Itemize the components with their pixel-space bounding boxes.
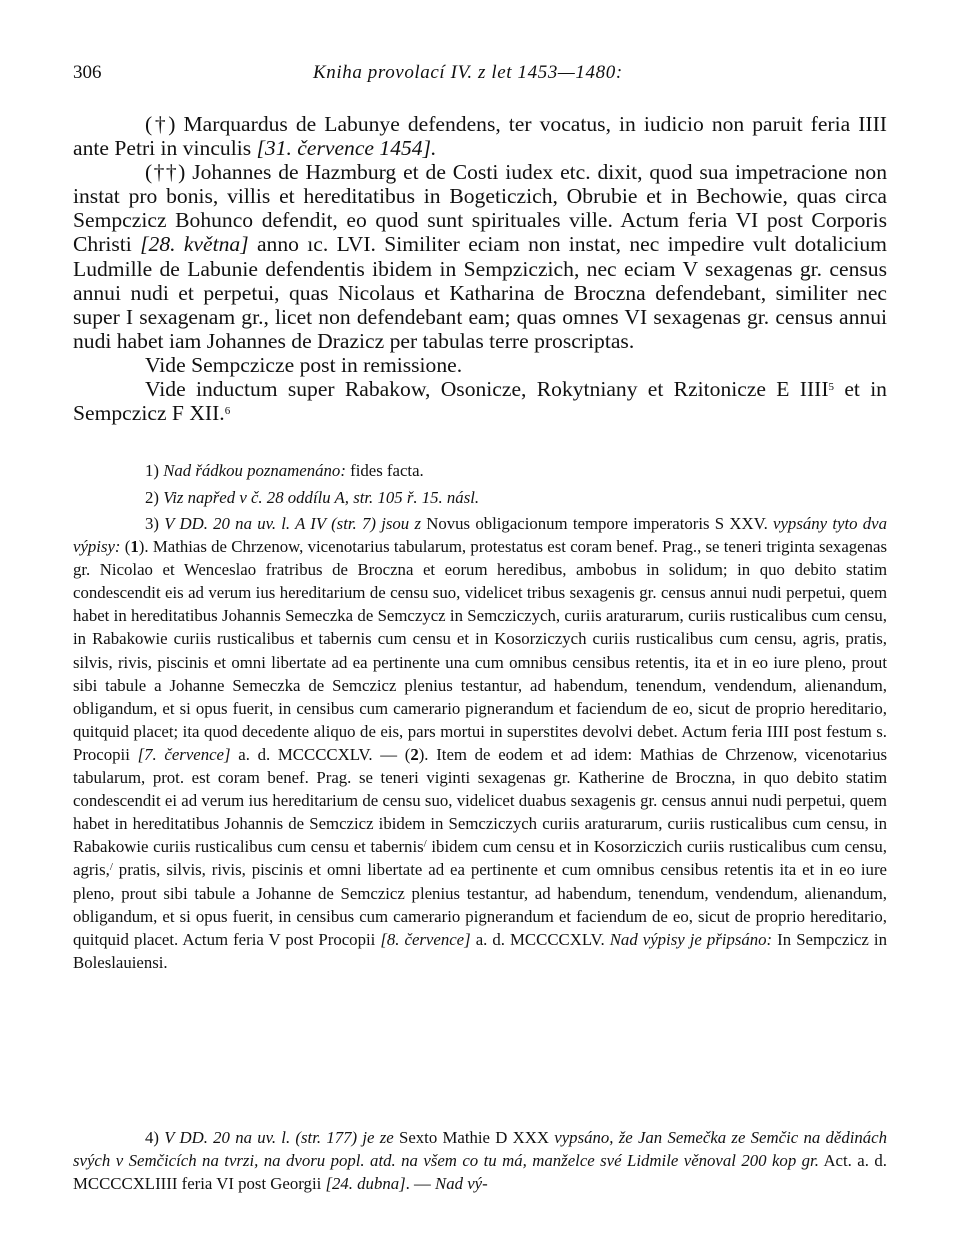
paragraph-text: anno xyxy=(248,232,308,257)
footnote-number: 4) xyxy=(145,1128,159,1147)
footnote-number: 3) xyxy=(145,514,159,533)
paragraph-johannes xyxy=(73,160,887,353)
footnote-ref: 6 xyxy=(224,405,231,418)
footnote-italic: V DD. 20 na uv. l. A IV (str. 7) jsou z xyxy=(164,514,421,533)
footnote-text: ( xyxy=(120,537,131,557)
footnote-2 xyxy=(73,486,887,509)
footnote-italic: Nad výpisy je připsáno: xyxy=(609,929,773,949)
footnote-1 xyxy=(73,459,887,482)
paragraph-text: et in Sempczicz F XII. xyxy=(73,377,887,426)
paragraph-text: (††) Johannes de Hazmburg et de Costi iudex etc. dixit, quod sua impetracione non instat pro bonis, villis et hereditatibus in Bogeticzich, Obrubie et in Bechowie, quas circa Sempczicz Bohunco defendit, eo quod sunt spirituales ville. Actum feria VI post Corporis Christi xyxy=(73,160,887,257)
footnote-text: ). Item de eodem et ad idem: Mathias de Chrzenow, vicenotarius tabularum, prot. est coram benef. Prag. se teneri viginti sexagenas gr. Katherine de Broczna, in quo debito statim condescendit ei ad verum ius hereditarium de censu suo, videlicet duabus sexagenis gr. census annui nudi perpetui, quem habet in hereditatibus Johannis de Semczicz ibidem in Semcziczych curiis araturarum, curiis rusticalibus cum censu, in Rabakowie curiis rusticalibus cum censu et tabernis xyxy=(73,744,887,857)
footnote-3 xyxy=(73,512,887,974)
running-title: Kniha provolací IV. z let 1453—1480: xyxy=(313,62,623,83)
footnote-number: 1) xyxy=(145,461,159,480)
date-note: [24. dubna] xyxy=(325,1174,406,1194)
footnote-text: Novus obligacionum tempore imperatoris S XXV. xyxy=(420,514,774,533)
footnote-text: Sexto Mathie D XXX xyxy=(393,1128,555,1147)
date-note: [8. července] xyxy=(380,929,471,949)
paragraph-text: (†) Marquardus de Labunye defendens, ter vocatus, in iudicio non paruit feria IIII ante Petri in vinculis xyxy=(73,112,887,161)
footnote-italic: vypsány tyto dva výpisy: xyxy=(73,514,887,557)
footnote-text: ). Mathias de Chrzenow, vicenotarius tabularum, protestatus est coram benef. Prag., se teneri triginta sexagenas gr. Nicolao et Wenceslao fratribus de Broczna et eorum heredibus, ambobus in solidum; in quo debito statim condescendit eis ad verum ius hereditarium de censu suo, videlicet tribus sexagenis gr. census annui nudi perpetui, quem habet in hereditatibus Johannis Semeczka de Semczycz in Semcziczych, curiis araturarum, curiis rusticalibus cum censu, in Rabakowie curiis rusticalibus et tabernis cum censu et in Kosorziczych curiis rusticalibus cum censu, agris, pratis, silvis, rivis, piscinis et omni libertate ad ea pertinente una cum omnibus censibus retentis, ita et in eo iure pleno, prout sibi tabule a Johanne Semeczka de Semczicz plenius testantur, ad habendum, tenendum, vendendum, alienandum, obligandum, et si opus fuerit, in censibus cum camerario pignerandum et faciendum de eo, sicut de proprio hereditario, quitquid placet; ita quod decedente aliquo de eis, pars mortui in superstites devolvi debet. Actum feria IIII post festum s. Procopii xyxy=(73,537,887,764)
footnote-text: Act. a. d. MCCCCXLIIII feria VI post Georgii xyxy=(73,1151,887,1194)
footnote-text: In Sempczicz in Boleslauiensi. xyxy=(73,929,887,972)
footnote-text: pratis, silvis, rivis, piscinis et omni libertate ad ea pertinente et cum omnibus censibus retentis ita et in eo iure pleno, prout sibi tabule a Johanne de Semczicz plenius testantur, ad habendum, tenendum, vendendum, alienandum, obligandum, et si opus fuerit, in censibus cum camerario pignerandum et faciendum de eo, sicut de proprio hereditario, quitquid placet. Actum feria V post Procopii xyxy=(73,860,887,949)
paragraph-marquardus xyxy=(73,112,887,160)
footnote-4 xyxy=(73,1126,887,1195)
main-text xyxy=(73,112,887,425)
footnote-italic: V DD. 20 na uv. l. (str. 177) je ze xyxy=(164,1128,394,1147)
date-note: [7. července] xyxy=(137,744,231,764)
paragraph-vide-inductum xyxy=(73,377,887,425)
footnote-italic: Nad řádkou poznamenáno: xyxy=(163,461,346,480)
footnote-ref: 5 xyxy=(828,381,835,394)
footnote-mark: / xyxy=(109,861,113,874)
footnote-text: fides facta. xyxy=(345,461,424,480)
footnote-italic: Nad vý- xyxy=(435,1174,488,1194)
paragraph-vide-remissione: Vide Sempczicze post in remissione. xyxy=(145,352,463,377)
paragraph-text: Vide inductum super Rabakow, Osonicze, Rokytniany et Rzitonicze E IIII xyxy=(145,377,829,402)
date-note: [31. července 1454]. xyxy=(256,136,437,161)
footnote-italic: Viz napřed v č. 28 oddílu A, str. 105 ř. 15. násl. xyxy=(163,488,480,507)
paragraph-text: ıc. LVI. Similiter eciam non instat, nec impedire vult dotalicium Ludmille de Labunie defendentis ibidem in Sempziczich, nec eciam V sexagenas gr. census annui nudi et perpetui, quas Nicolaus et Katharina de Broczna defendebant, similiter nec super I sexagenam gr., licet non defendebant eam; quas omnes VI sexagenas gr. census annui nudi habet iam Johannes de Drazicz per tabulas terre proscriptas. xyxy=(73,232,887,353)
footnote-text: a. d. MCCCCXLV. xyxy=(470,929,610,949)
item-number: 1 xyxy=(130,537,139,557)
footnote-text: ibidem cum censu et in Kosorziczich curiis rusticalibus cum censu, agris, xyxy=(73,837,887,880)
footnote-number: 2) xyxy=(145,488,159,507)
footnote-text: . — xyxy=(405,1174,436,1194)
footnote-mark: / xyxy=(423,838,427,851)
item-number: 2 xyxy=(410,744,419,764)
footnote-text: a. d. MCCCCXLV. — ( xyxy=(230,744,411,764)
page-number: 306 xyxy=(73,62,102,83)
page-header xyxy=(73,62,887,90)
date-note: [28. května] xyxy=(140,232,249,257)
footnote-italic: vypsáno, že Jan Semečka ze Semčic na dědinách svých v Semčicích na tvrzi, na dvoru popl. atd. na všem co tu má, manželce své Lidmile věnoval 200 kop gr. xyxy=(73,1128,888,1171)
